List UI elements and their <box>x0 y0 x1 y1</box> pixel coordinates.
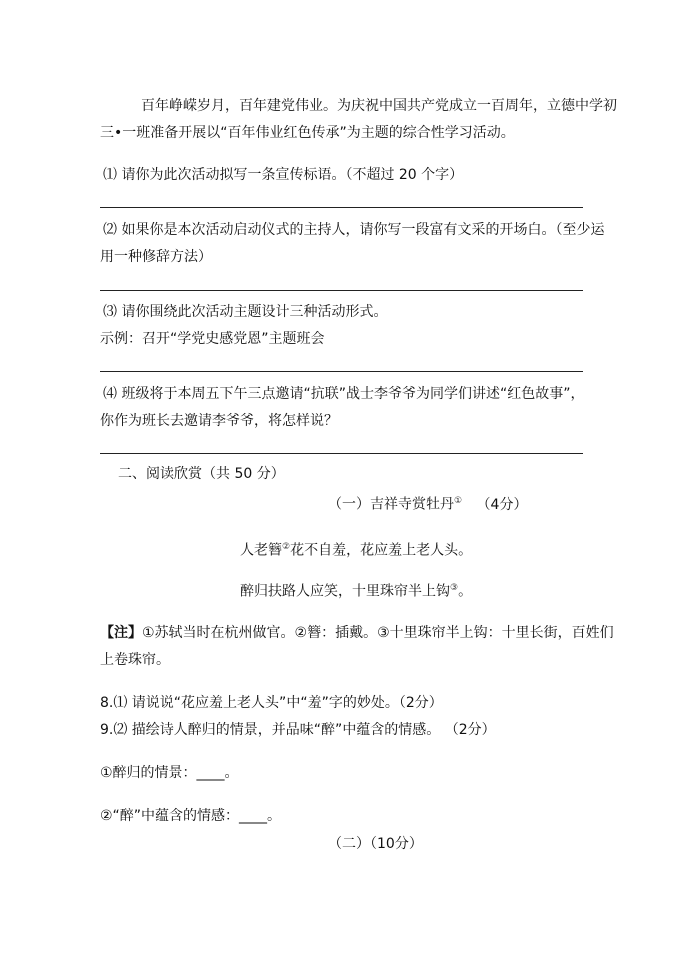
notes-label: 【注】 <box>100 625 142 641</box>
question-1: ⑴ 请你为此次活动拟写一条宣传标语。（不超过 20 个字） <box>103 167 464 183</box>
notes-line-2: 上卷珠帘。 <box>100 652 170 668</box>
question-3: ⑶ 请你围绕此次活动主题设计三种活动形式。 <box>103 304 388 320</box>
footnote-mark: ③ <box>450 583 459 593</box>
footnote-mark: ① <box>454 496 463 506</box>
question-9: 9.⑵ 描绘诗人醉归的情景，并品味“醉”中蕴含的情感。 （2分） <box>100 722 496 738</box>
notes-line-1 <box>100 623 614 643</box>
answer-line <box>100 290 583 291</box>
poem-title <box>328 491 527 515</box>
question-2-line-1: ⑵ 如果你是本次活动启动仪式的主持人，请你写一段富有文采的开场白。（至少运 <box>103 222 605 238</box>
question-2-line-2: 用一种修辞方法） <box>100 249 212 265</box>
footnote-mark: ② <box>282 542 291 552</box>
poem-score: （4分） <box>476 496 528 513</box>
poem-line-1-a: 人老簪 <box>240 542 282 559</box>
question-8: 8.⑴ 请说说“花应羞上老人头”中“羞”字的妙处。（2分） <box>100 695 443 711</box>
answer-line <box>100 371 583 372</box>
poem-line-1 <box>240 537 472 561</box>
poem-line-2-b: 。 <box>458 583 473 600</box>
poem-title-text: （一）吉祥寺赏牡丹 <box>328 496 454 513</box>
answer-line <box>100 453 583 454</box>
question-4-line-1: ⑷ 班级将于本周五下午三点邀请“抗联”战士李爷爷为同学们讲述“红色故事”， <box>103 386 585 402</box>
intro-line-1: 百年峥嵘岁月，百年建党伟业。为庆祝中国共产党成立一百周年，立德中学初 <box>141 98 617 114</box>
poem-line-2-a: 醉归扶路人应笑，十里珠帘半上钩 <box>240 583 450 600</box>
question-9-sub-1: ①醉归的情景：____。 <box>100 765 239 781</box>
question-9-sub-2: ②“醉”中蕴含的情感：____。 <box>100 808 282 824</box>
question-4-line-2: 你作为班长去邀请李爷爷，将怎样说？ <box>100 413 338 429</box>
question-3-example: 示例：召开“学党史感党恩”主题班会 <box>100 331 325 347</box>
poem-line-2 <box>240 578 472 602</box>
notes-text: ①苏轼当时在杭州做官。②簪：插戴。③十里珠帘半上钩：十里长街，百姓们 <box>142 625 614 641</box>
section-2-title: 二、阅读欣赏（共 50 分） <box>118 466 285 482</box>
poem-line-1-b: 花不自羞，花应羞上老人头。 <box>290 542 473 559</box>
intro-line-2: 三•一班准备开展以“百年伟业红色传承”为主题的综合性学习活动。 <box>100 125 515 141</box>
answer-line <box>100 207 583 208</box>
part-2-title: （二）（10分） <box>328 836 423 852</box>
